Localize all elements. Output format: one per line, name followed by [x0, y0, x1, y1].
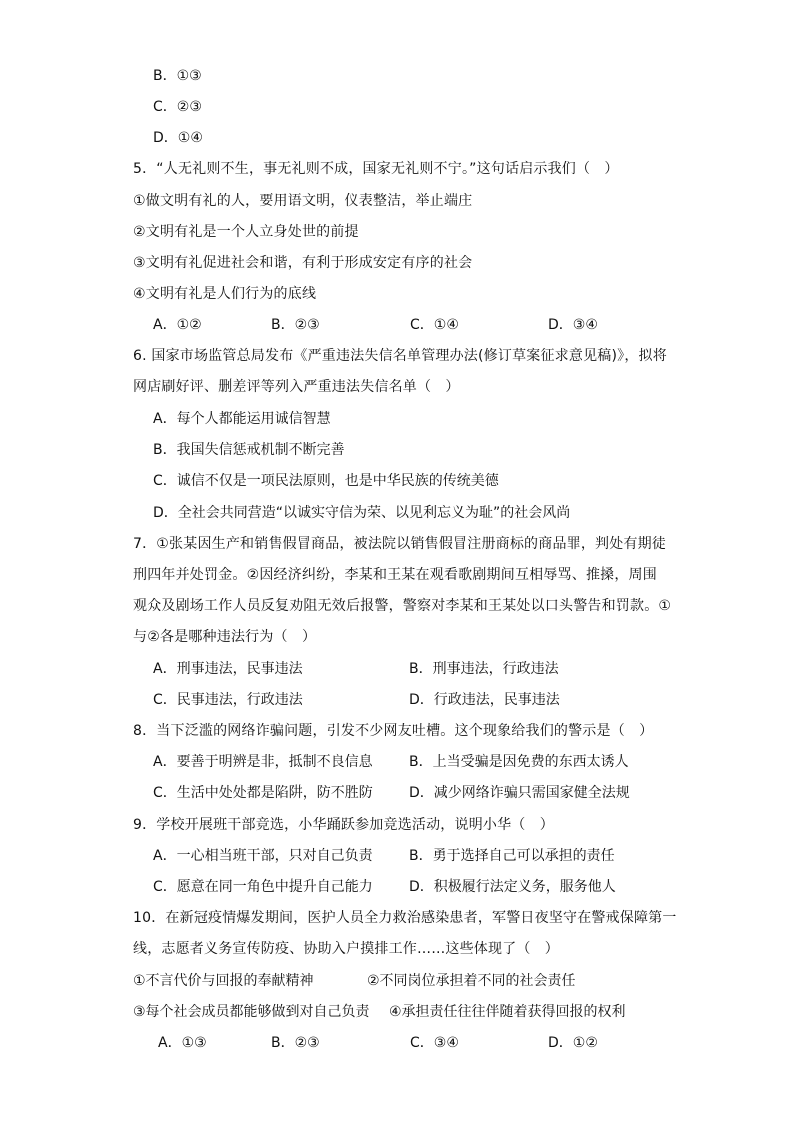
question-9-stem: 9．学校开展班干部竞选，小华踊跃参加竞选活动，说明小华（ ）: [133, 817, 554, 833]
question-6-stem-line-1: 6. 国家市场监管总局发布《严重违法失信名单管理办法(修订草案征求意见稿)》，拟将: [133, 348, 667, 364]
question-8-stem: 8．当下泛滥的网络诈骗问题，引发不少网友吐槽。这个现象给我们的警示是（ ）: [133, 723, 654, 739]
question-6-stem-line-2: 网店刷好评、删差评等列入严重违法失信名单（ ）: [133, 379, 460, 395]
question-5-statement-2: ②文明有礼是一个人立身处世的前提: [133, 224, 359, 240]
question-7-stem-line-4: 与②各是哪种违法行为（ ）: [133, 629, 317, 645]
question-8-option-b: B．上当受骗是因免费的东西太诱人: [409, 754, 629, 770]
question-10-statement-1: ①不言代价与回报的奉献精神: [133, 973, 314, 989]
question-7-option-a: A．刑事违法，民事违法: [153, 661, 303, 677]
question-5-statement-1: ①做文明有礼的人，要用语文明，仪表整洁，举止端庄: [133, 193, 473, 209]
question-7-option-d: D．行政违法，民事违法: [409, 692, 560, 708]
question-8-option-c: C．生活中处处都是陷阱，防不胜防: [153, 785, 373, 801]
option-c-prev: C．②③: [153, 99, 202, 115]
question-7-stem-line-3: 观众及剧场工作人员反复劝阻无效后报警，警察对李某和王某处以口头警告和罚款。①: [133, 598, 672, 614]
question-10-option-b: B．②③: [271, 1035, 320, 1051]
question-6-option-a: A．每个人都能运用诚信智慧: [153, 411, 331, 427]
question-6-option-d: D．全社会共同营造“以诚实守信为荣、以见利忘义为耻”的社会风尚: [153, 505, 571, 521]
question-6-option-b: B．我国失信惩戒机制不断完善: [153, 442, 345, 458]
question-10-option-a: A．①③: [158, 1035, 207, 1051]
question-6-option-c: C．诚信不仅是一项民法原则，也是中华民族的传统美德: [153, 473, 499, 489]
question-9-option-c: C．愿意在同一角色中提升自己能力: [153, 879, 373, 895]
question-5-stem: 5．“人无礼则不生，事无礼则不成，国家无礼则不宁。”这句话启示我们（ ）: [133, 161, 619, 177]
question-10-stem-line-2: 线，志愿者义务宣传防疫、协助入户摸排工作……这些体现了（ ）: [133, 941, 559, 957]
question-5-statement-3: ③文明有礼促进社会和谐，有利于形成安定有序的社会: [133, 255, 473, 271]
question-8-option-d: D．减少网络诈骗只需国家健全法规: [409, 785, 630, 801]
question-10-stem-line-1: 10．在新冠疫情爆发期间，医护人员全力救治感染患者，军警日夜坚守在警戒保障第一: [133, 910, 677, 926]
question-5-option-c: C．①④: [410, 317, 459, 333]
question-9-option-b: B．勇于选择自己可以承担的责任: [409, 848, 615, 864]
question-7-option-b: B．刑事违法，行政违法: [409, 661, 559, 677]
option-d-prev: D．①④: [153, 130, 203, 146]
question-10-statement-3: ③每个社会成员都能够做到对自己负责: [133, 1004, 370, 1020]
question-9-option-d: D．积极履行法定义务，服务他人: [409, 879, 616, 895]
question-10-option-d: D．①②: [548, 1035, 598, 1051]
question-7-stem-line-2: 刑四年并处罚金。②因经济纠纷，李某和王某在观看歌剧期间互相辱骂、推搡，周围: [133, 567, 657, 583]
question-10-statement-2: ②不同岗位承担着不同的社会责任: [367, 973, 576, 989]
question-7-stem-line-1: 7．①张某因生产和销售假冒商品，被法院以销售假冒注册商标的商品罪，判处有期徒: [133, 536, 667, 552]
question-5-option-b: B．②③: [271, 317, 320, 333]
question-7-option-c: C．民事违法，行政违法: [153, 692, 303, 708]
question-5-statement-4: ④文明有礼是人们行为的底线: [133, 286, 317, 302]
question-9-option-a: A．一心相当班干部，只对自己负责: [153, 848, 373, 864]
question-5-option-a: A．①②: [153, 317, 202, 333]
question-5-option-d: D．③④: [548, 317, 598, 333]
option-b-prev: B．①③: [153, 68, 202, 84]
question-10-option-c: C．③④: [410, 1035, 459, 1051]
question-8-option-a: A．要善于明辨是非，抵制不良信息: [153, 754, 373, 770]
question-10-statement-4: ④承担责任往往伴随着获得回报的权利: [389, 1004, 626, 1020]
